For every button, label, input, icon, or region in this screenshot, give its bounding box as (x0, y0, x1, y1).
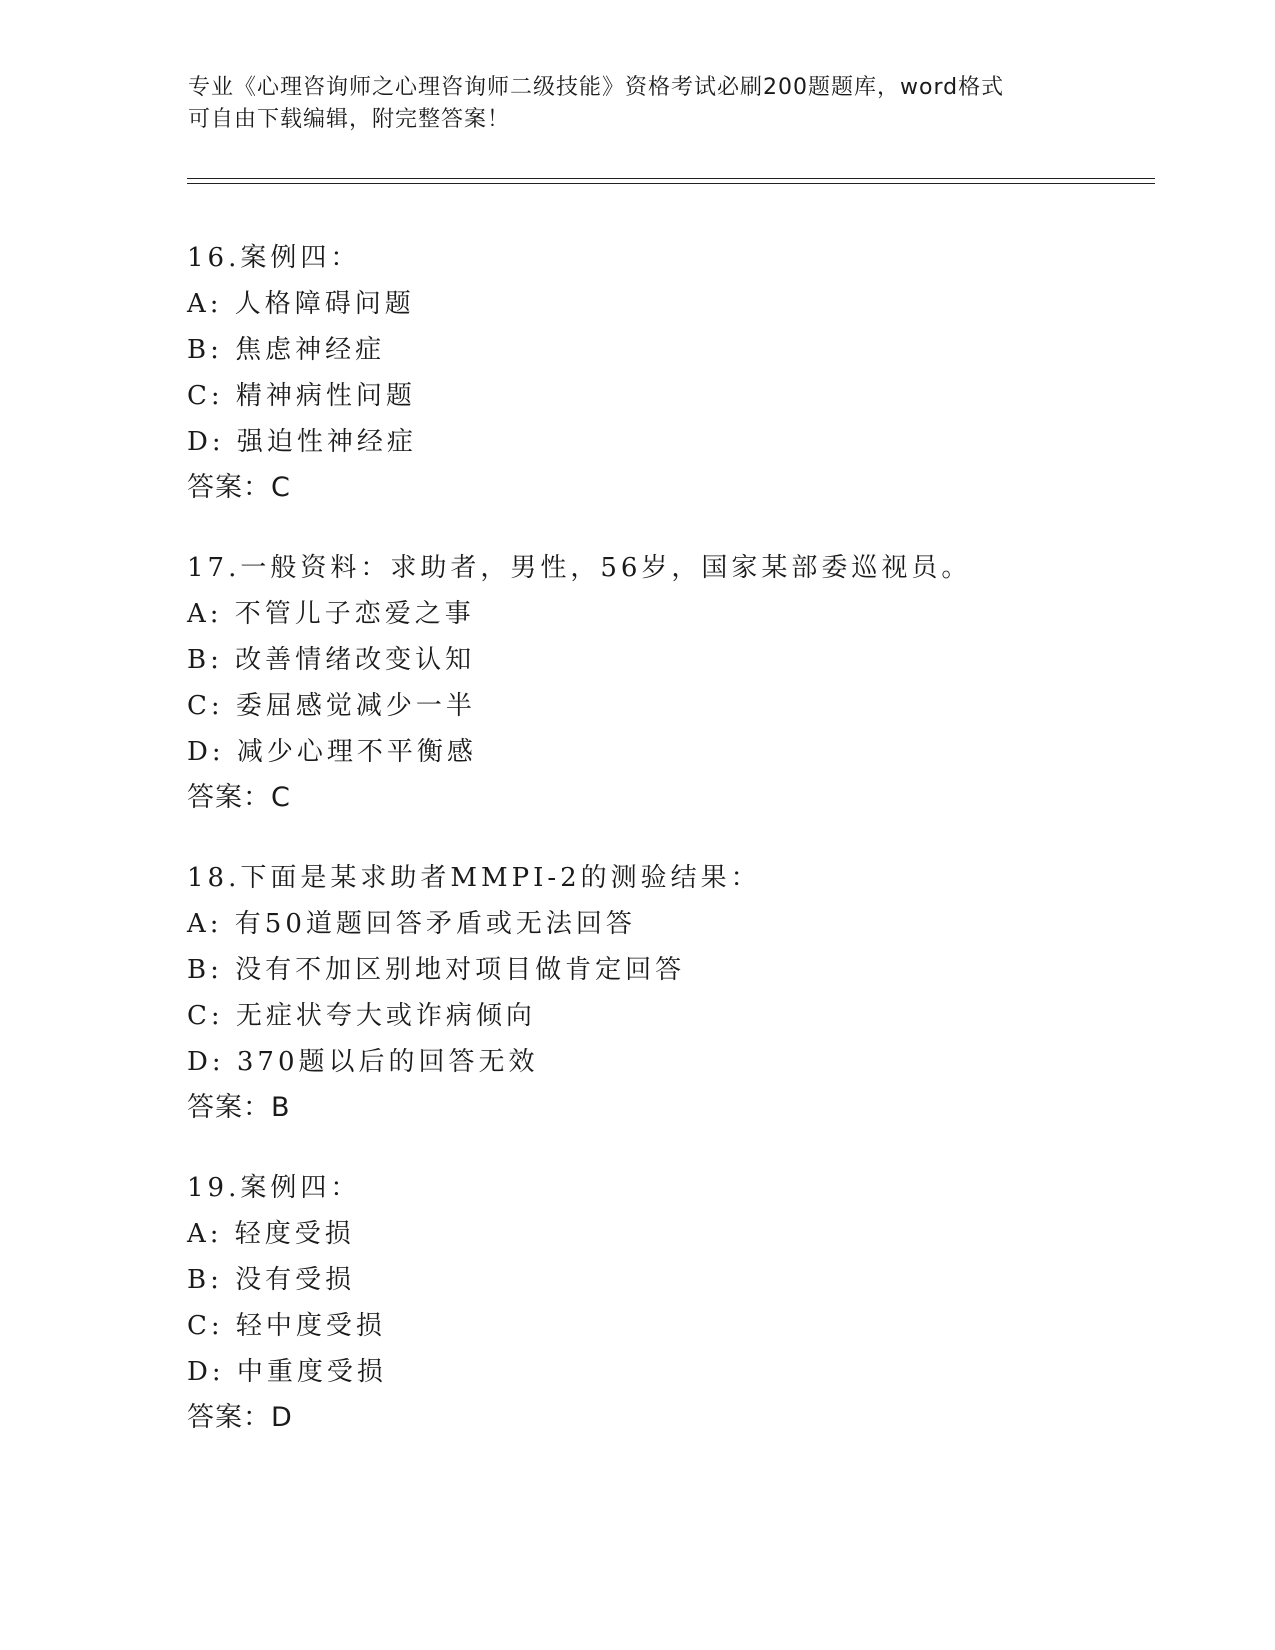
header-line-2: 可自由下载编辑，附完整答案！ (188, 107, 511, 132)
header-divider-bottom (187, 183, 1155, 184)
option-d: D: 370题以后的回答无效 (187, 1047, 539, 1077)
option-c: C: 精神病性问题 (187, 381, 416, 411)
question-stem: 19.案例四： (187, 1173, 361, 1203)
question-18 (187, 855, 1167, 1131)
option-b: B: 没有不加区别地对项目做肯定回答 (187, 955, 686, 985)
option-c: C: 无症状夸大或诈病倾向 (187, 1001, 536, 1031)
answer-line: 答案：C (187, 782, 291, 813)
question-stem: 16.案例四： (187, 243, 361, 273)
option-a: A: 有50道题回答矛盾或无法回答 (187, 909, 636, 939)
option-c: C: 轻中度受损 (187, 1311, 386, 1341)
option-b: B: 焦虑神经症 (187, 335, 386, 365)
question-17 (187, 545, 1167, 821)
answer-line: 答案：B (187, 1092, 291, 1123)
option-b: B: 没有受损 (187, 1265, 356, 1295)
option-d: D: 中重度受损 (187, 1357, 387, 1387)
header-line-1: 专业《心理咨询师之心理咨询师二级技能》资格考试必刷200题题库，word格式 (188, 75, 1005, 100)
answer-line: 答案：C (187, 472, 291, 503)
option-a: A: 轻度受损 (187, 1219, 355, 1249)
header-divider-top (187, 178, 1155, 179)
option-c: C: 委屈感觉减少一半 (187, 691, 476, 721)
document-header (188, 72, 1088, 136)
question-list (187, 235, 1167, 1475)
question-16 (187, 235, 1167, 511)
option-d: D: 减少心理不平衡感 (187, 737, 477, 767)
option-a: A: 人格障碍问题 (187, 289, 415, 319)
question-stem: 18.下面是某求助者MMPI-2的测验结果： (187, 863, 761, 893)
option-d: D: 强迫性神经症 (187, 427, 417, 457)
question-19 (187, 1165, 1167, 1441)
answer-line: 答案：D (187, 1402, 293, 1433)
question-stem: 17.一般资料：求助者，男性，56岁，国家某部委巡视员。 (187, 553, 972, 583)
option-b: B: 改善情绪改变认知 (187, 645, 476, 675)
option-a: A: 不管儿子恋爱之事 (187, 599, 475, 629)
